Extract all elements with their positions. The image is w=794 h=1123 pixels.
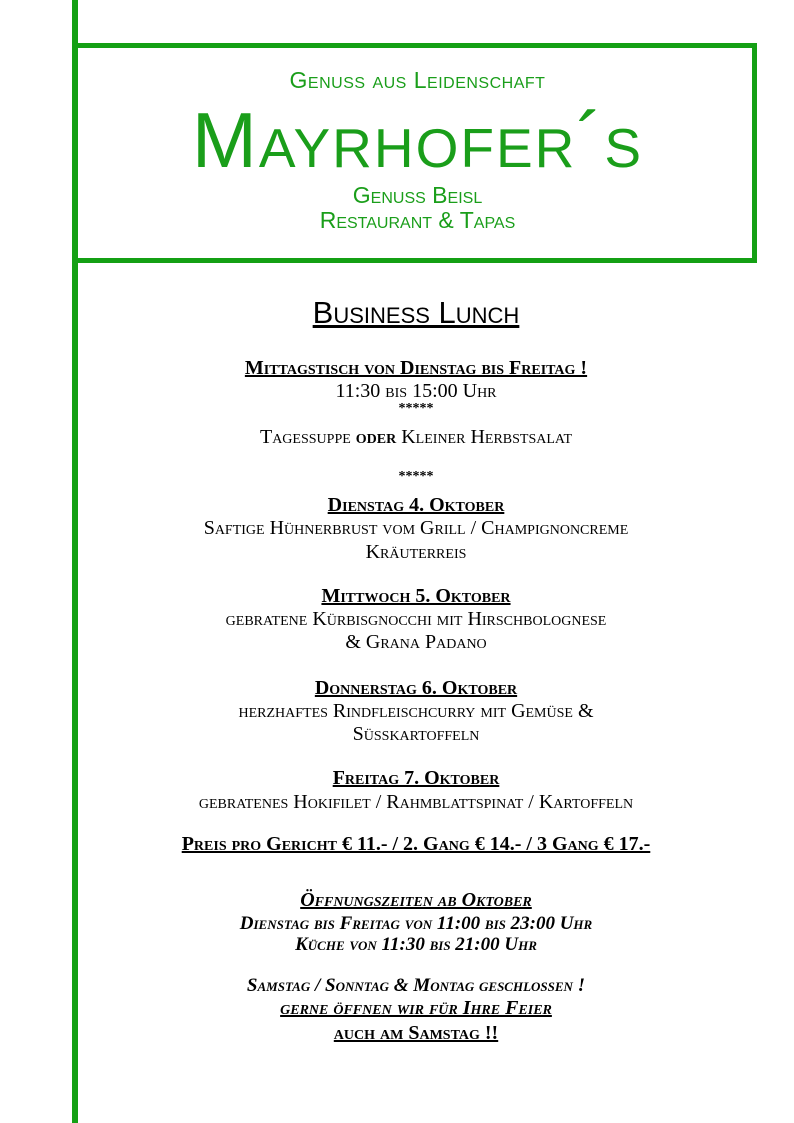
lunch-hours: 11:30 bis 15:00 Uhr	[335, 380, 497, 402]
starter-line	[80, 426, 752, 449]
menu-title: Business Lunch	[312, 295, 520, 330]
closed-days: Samstag / Sonntag & Montag geschlossen !	[246, 975, 586, 996]
starter-soup: Tagessuppe	[259, 426, 351, 448]
starter-or: oder	[355, 426, 397, 448]
day-date: Dienstag 4. Oktober	[327, 494, 505, 516]
hours-line: Dienstag bis Freitag von 11:00 bis 23:00 Uhr	[239, 913, 593, 934]
restaurant-name: Mayrhofer´s	[191, 96, 644, 184]
day-date: Donnerstag 6. Oktober	[314, 677, 518, 699]
hours-title: Öffnungszeiten ab Oktober	[300, 889, 532, 911]
subtitle-restaurant: Restaurant & Tapas	[319, 207, 516, 233]
hours-line: Küche von 11:30 bis 21:00 Uhr	[295, 934, 537, 955]
price-line: Preis pro Gericht € 11.- / 2. Gang € 14.- / 3 Gang € 17.-	[181, 833, 651, 855]
day-dish-line: & Grana Padano	[345, 631, 487, 653]
day-date: Freitag 7. Oktober	[332, 767, 500, 789]
events-line: gerne öffnen wir für Ihre Feier	[280, 997, 552, 1019]
separator-stars-2: *****	[398, 469, 434, 484]
day-dish-line: Kräuterreis	[365, 541, 467, 563]
events-line: auch am Samstag !!	[333, 1022, 499, 1044]
day-dish-line: gebratenes Hokifilet / Rahmblattspinat / Kartoffeln	[198, 791, 634, 813]
lunch-days: Mittagstisch von Dienstag bis Freitag !	[244, 357, 588, 379]
separator-stars: *****	[398, 401, 434, 416]
day-date: Mittwoch 5. Oktober	[321, 585, 511, 607]
day-dish-line: herzhaftes Rindfleischcurry mit Gemüse &	[238, 700, 594, 722]
subtitle-beisl: Genuss Beisl	[352, 182, 483, 208]
day-dish-line: Süsskartoffeln	[352, 723, 480, 745]
day-dish-line: gebratene Kürbisgnocchi mit Hirschbolognese	[225, 608, 607, 630]
day-dish-line: Saftige Hühnerbrust vom Grill / Champignoncreme	[203, 517, 629, 539]
starter-salad: Kleiner Herbstsalat	[401, 426, 573, 448]
tagline: Genuss aus Leidenschaft	[289, 67, 546, 93]
